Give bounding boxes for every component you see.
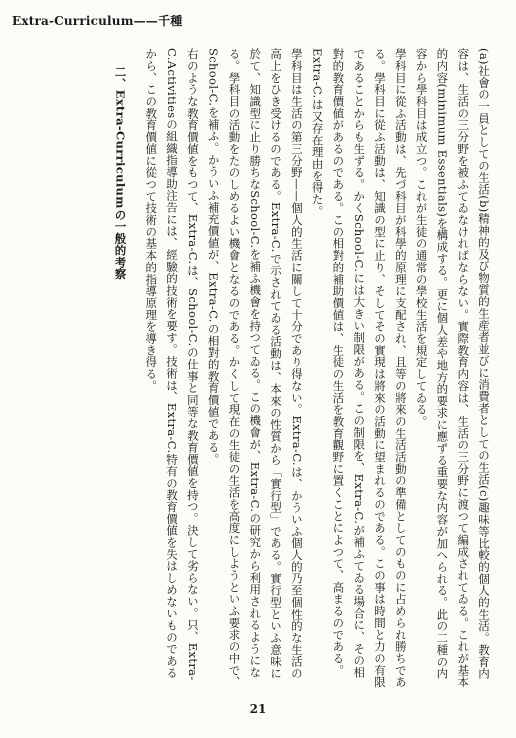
running-head: Extra-Curriculum——千種 bbox=[12, 14, 183, 28]
paragraph-2: 學科目に從ふ活動は、先づ科目が科學的原理に支配され、且等の將來の生活活動の準備としてのものに占められ勝ちである。學科目に從ふ活動は、知識の型に止り、そしてその實現は將來の活動に望まれるのである。この事は時間と力の有限であることからも生ずる。かくSchool-C.には大きい制限がある。この制限を、Extra-C.が補ふてゐる場合に、その相對的教育價値があるのである。この相對的補助價値は、生徒の生活を教育觀野に置くことによつて、高まるのである。Extra-C.は又存在理由を得た。 bbox=[310, 48, 408, 688]
paragraph-1: (a)社會の一員としての生活(b)精神的及び物質的生産者並びに消費者としての生活(c)趣味等比較的個人的生活。教育内容は、生活の三分野を被ふてゐなければならない。實際教育内容は、生活の三分野に渡つて編成されてゐる。これが基本的内容(minimum Essentials)を構成する。更に個人差や地方的要求に應ずる重要な内容が加へられる。此の二種の内容から學科目は成立つ。これが生徒の通常の學校生活を規定してゐる。 bbox=[414, 48, 491, 688]
section-heading: 二、Extra-Curriculumの一般的考察 bbox=[113, 66, 128, 280]
page-number: 21 bbox=[249, 702, 267, 716]
vertical-text-body bbox=[12, 48, 494, 688]
paragraph-3: 學科目は生活の第三分野——個人的生活に關して十分であり得ない。Extra-C.は、かういふ個人的乃至個性的な生活の高上をひき受けるのである。Extra-C.で示されてゐる活動は、本來の性質から「實行型」である。實行型といふ意味に於て、知識型に止り勝ちなSchool-C.を補ふ機會を持つてゐる。この機會が、Extra-C.の研究から利用されるようになる。學科目の活動をたのしめるよい機會となるのである。かくして現在の生徒の生活を高度にしようといふ要求の中で、School-C.を補ふ。かういふ補充價値が、Extra-C.の相對的教育價値である。 bbox=[206, 48, 304, 688]
paragraph-4: 右のような教育價値をもつて、Extra-C.は、School-C.の仕事と同等な教育價値を持つ。決して劣らない。只、Extra-C.Activitiesの組織指導助注告には、經驗的技術を要す。技術は、Extra-C.特有の教育價値を失はしめないものであるから、この教育價値に從つて技術の基本的指導原理を導き得る。 bbox=[144, 48, 200, 681]
